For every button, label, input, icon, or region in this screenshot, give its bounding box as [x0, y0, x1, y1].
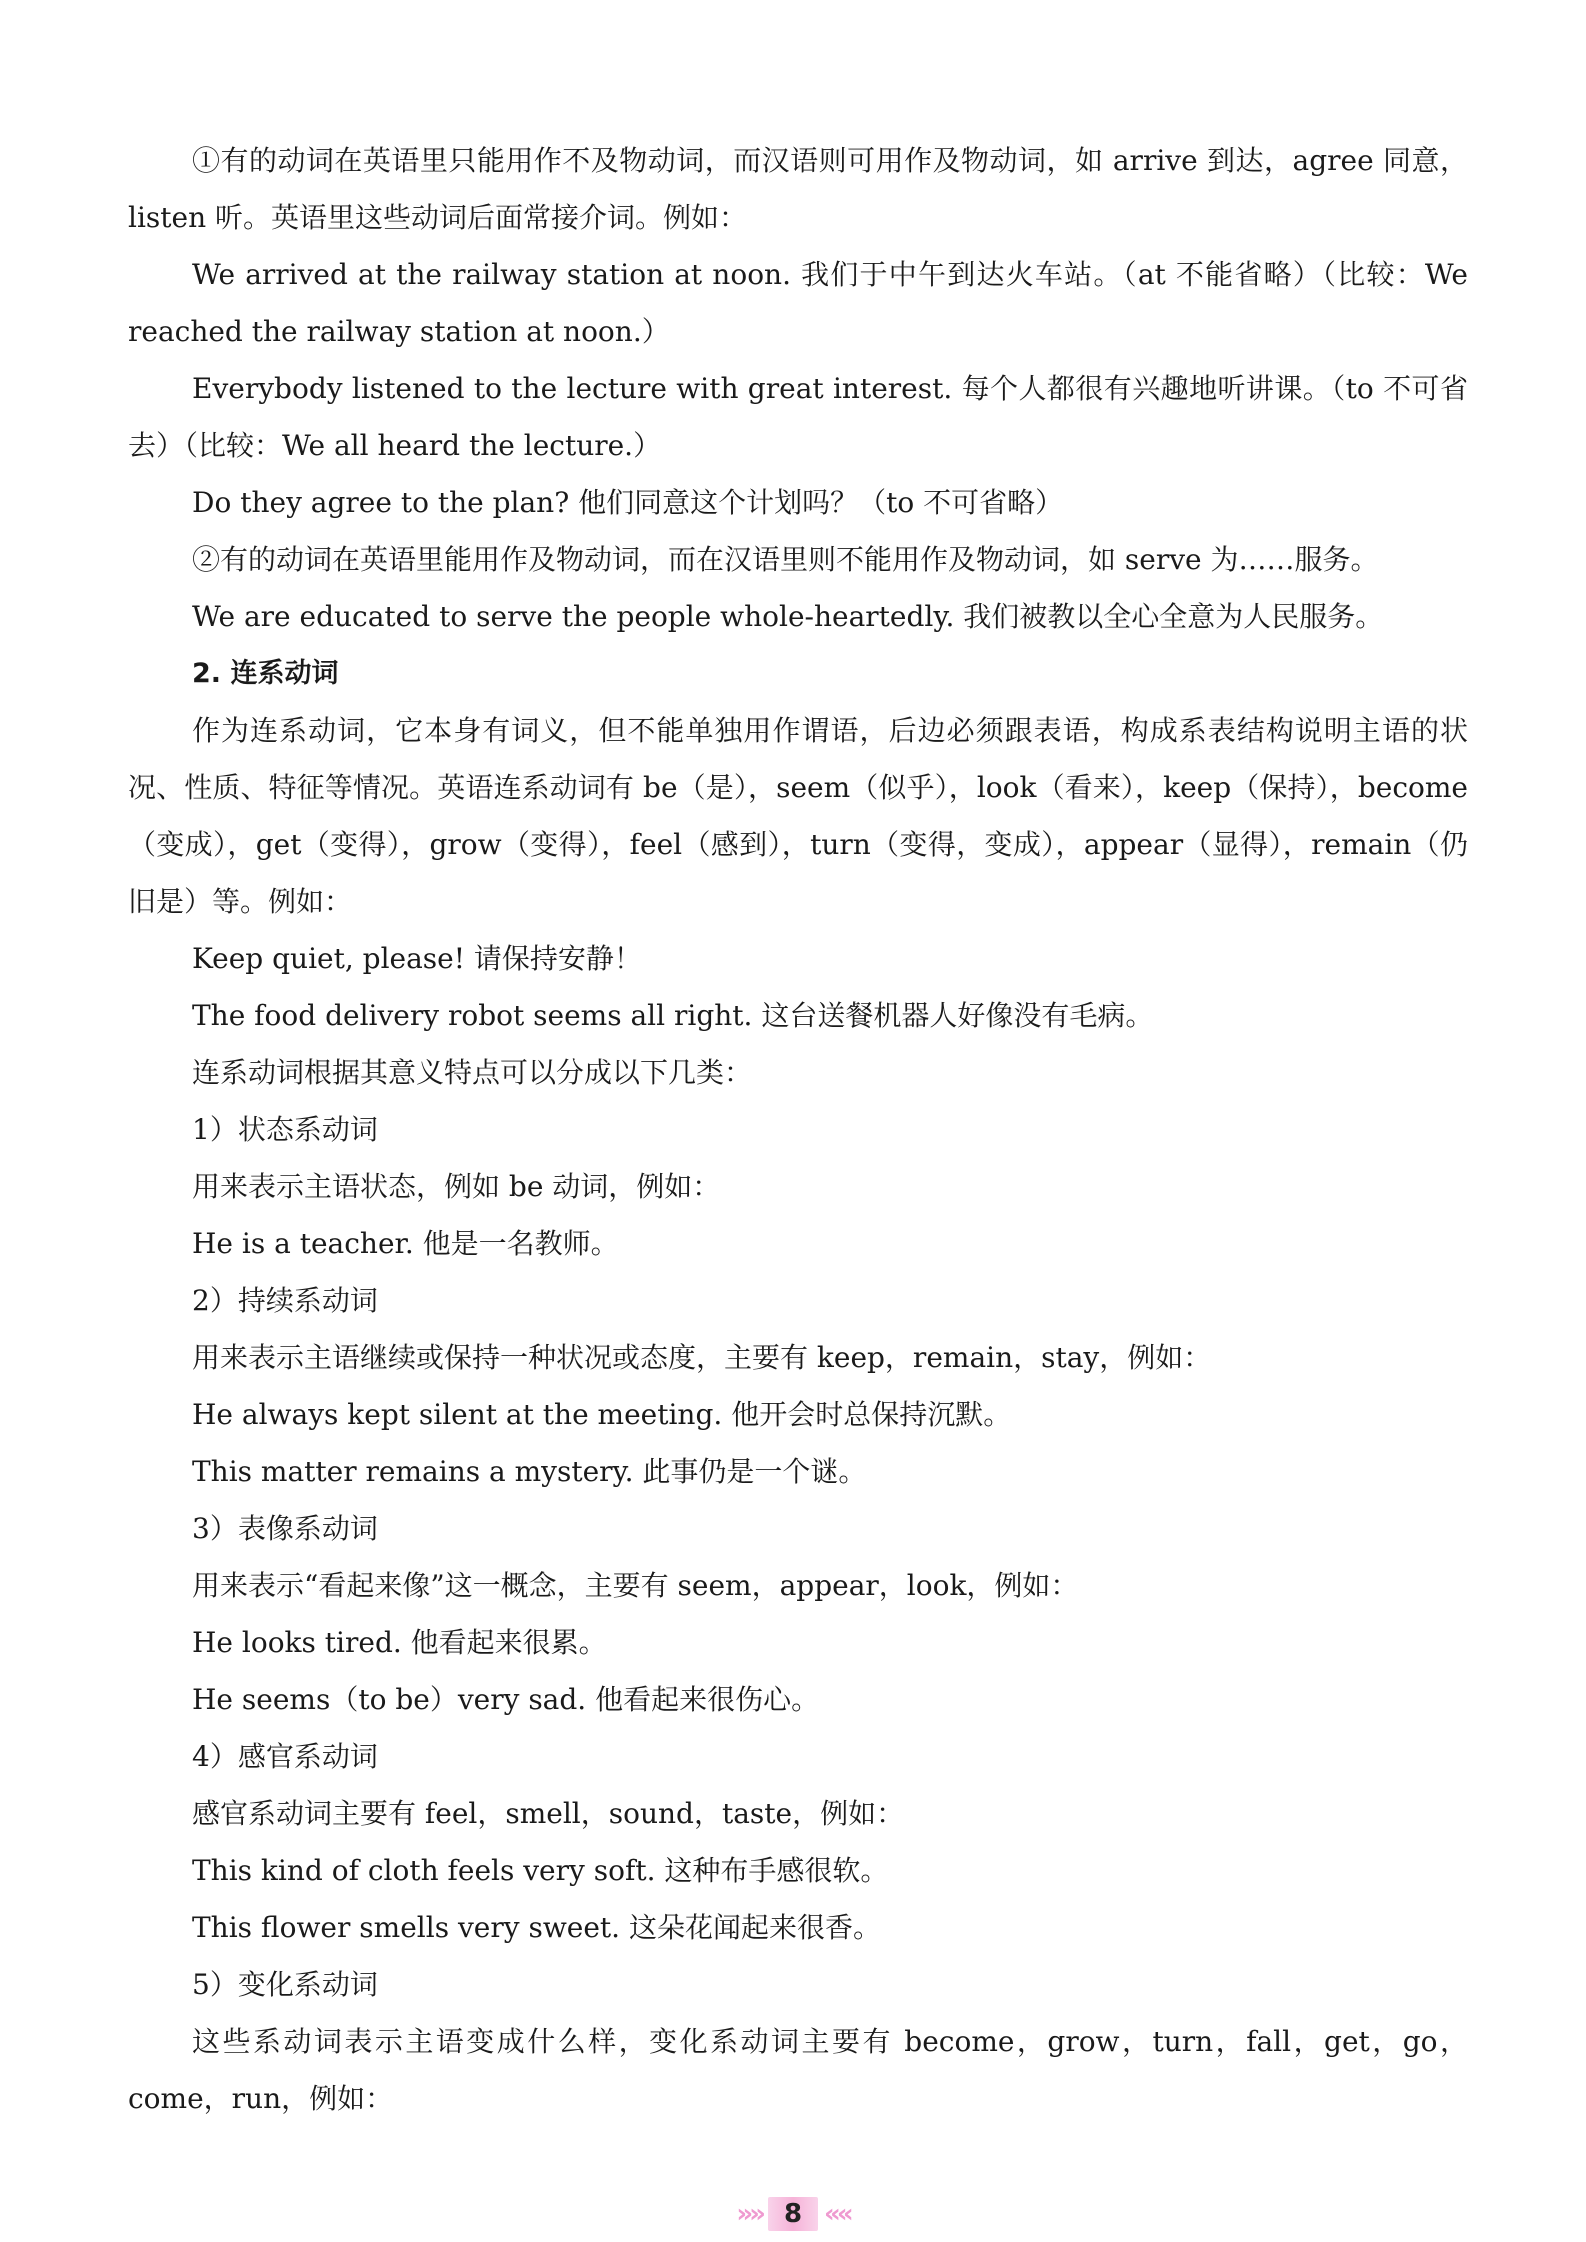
paragraph: 用来表示主语状态，例如 be 动词，例如： [192, 1170, 721, 1203]
paragraph: 2）持续系动词 [192, 1284, 378, 1317]
right-chevrons-icon: «« [824, 2199, 850, 2229]
paragraph: 用来表示“看起来像”这一概念，主要有 seem，appear，look，例如： [192, 1569, 1079, 1602]
paragraph: 3）表像系动词 [192, 1512, 378, 1545]
paragraph: This flower smells very sweet. 这朵花闻起来很香。 [192, 1911, 881, 1944]
paragraph: 连系动词根据其意义特点可以分成以下几类： [192, 1056, 753, 1089]
paragraph: Everybody listened to the lecture with great interest. 每个人都很有兴趣地听讲课。（to 不可省去）（比较：We all heard the lecture.） [128, 372, 1468, 462]
paragraph: 这些系动词表示主语变成什么样，变化系动词主要有 become，grow，turn，fall，get，go，come，run，例如： [128, 2025, 1468, 2115]
paragraph: 4）感官系动词 [192, 1740, 378, 1773]
paragraph: The food delivery robot seems all right. 这台送餐机器人好像没有毛病。 [192, 999, 1154, 1032]
paragraph: 作为连系动词，它本身有词义，但不能单独用作谓语，后边必须跟表语，构成系表结构说明主语的状况、性质、特征等情况。英语连系动词有 be（是），seem（似乎），look（看来），keep（保持），become（变成），get（变得），grow（变得），feel（感到），turn（变得，变成），appear（显得），remain（仍旧是）等。例如： [128, 714, 1468, 918]
paragraph: Do they agree to the plan? 他们同意这个计划吗？（to 不可省略） [192, 486, 1064, 519]
paragraph: We arrived at the railway station at noon. 我们于中午到达火车站。（at 不能省略）（比较：We reached the railway station at noon.） [128, 258, 1468, 348]
paragraph: He looks tired. 他看起来很累。 [192, 1626, 607, 1659]
paragraph: He always kept silent at the meeting. 他开会时总保持沉默。 [192, 1398, 1012, 1431]
paragraph: Keep quiet, please! 请保持安静！ [192, 942, 642, 975]
paragraph: This kind of cloth feels very soft. 这种布手感很软。 [192, 1854, 889, 1887]
paragraph: This matter remains a mystery. 此事仍是一个谜。 [192, 1455, 867, 1488]
paragraph: 感官系动词主要有 feel，smell，sound，taste，例如： [192, 1797, 905, 1830]
section-heading: 2. 连系动词 [192, 658, 339, 689]
page-body [128, 132, 1468, 2127]
paragraph: He seems（to be）very sad. 他看起来很伤心。 [192, 1683, 820, 1716]
left-chevrons-icon: »» [736, 2199, 762, 2229]
paragraph: 5）变化系动词 [192, 1968, 378, 2001]
paragraph: 1）状态系动词 [192, 1113, 378, 1146]
paragraph: ①有的动词在英语里只能用作不及物动词，而汉语则可用作及物动词，如 arrive 到达，agree 同意，listen 听。英语里这些动词后面常接介词。例如： [128, 144, 1468, 234]
paragraph: He is a teacher. 他是一名教师。 [192, 1227, 619, 1260]
page-number: 8 [768, 2197, 818, 2231]
paragraph: ②有的动词在英语里能用作及物动词，而在汉语里则不能用作及物动词，如 serve 为……服务。 [192, 543, 1379, 576]
paragraph: We are educated to serve the people whole-heartedly. 我们被教以全心全意为人民服务。 [192, 600, 1384, 633]
page-footer [0, 2192, 1586, 2236]
paragraph: 用来表示主语继续或保持一种状况或态度，主要有 keep，remain，stay，例如： [192, 1341, 1212, 1374]
